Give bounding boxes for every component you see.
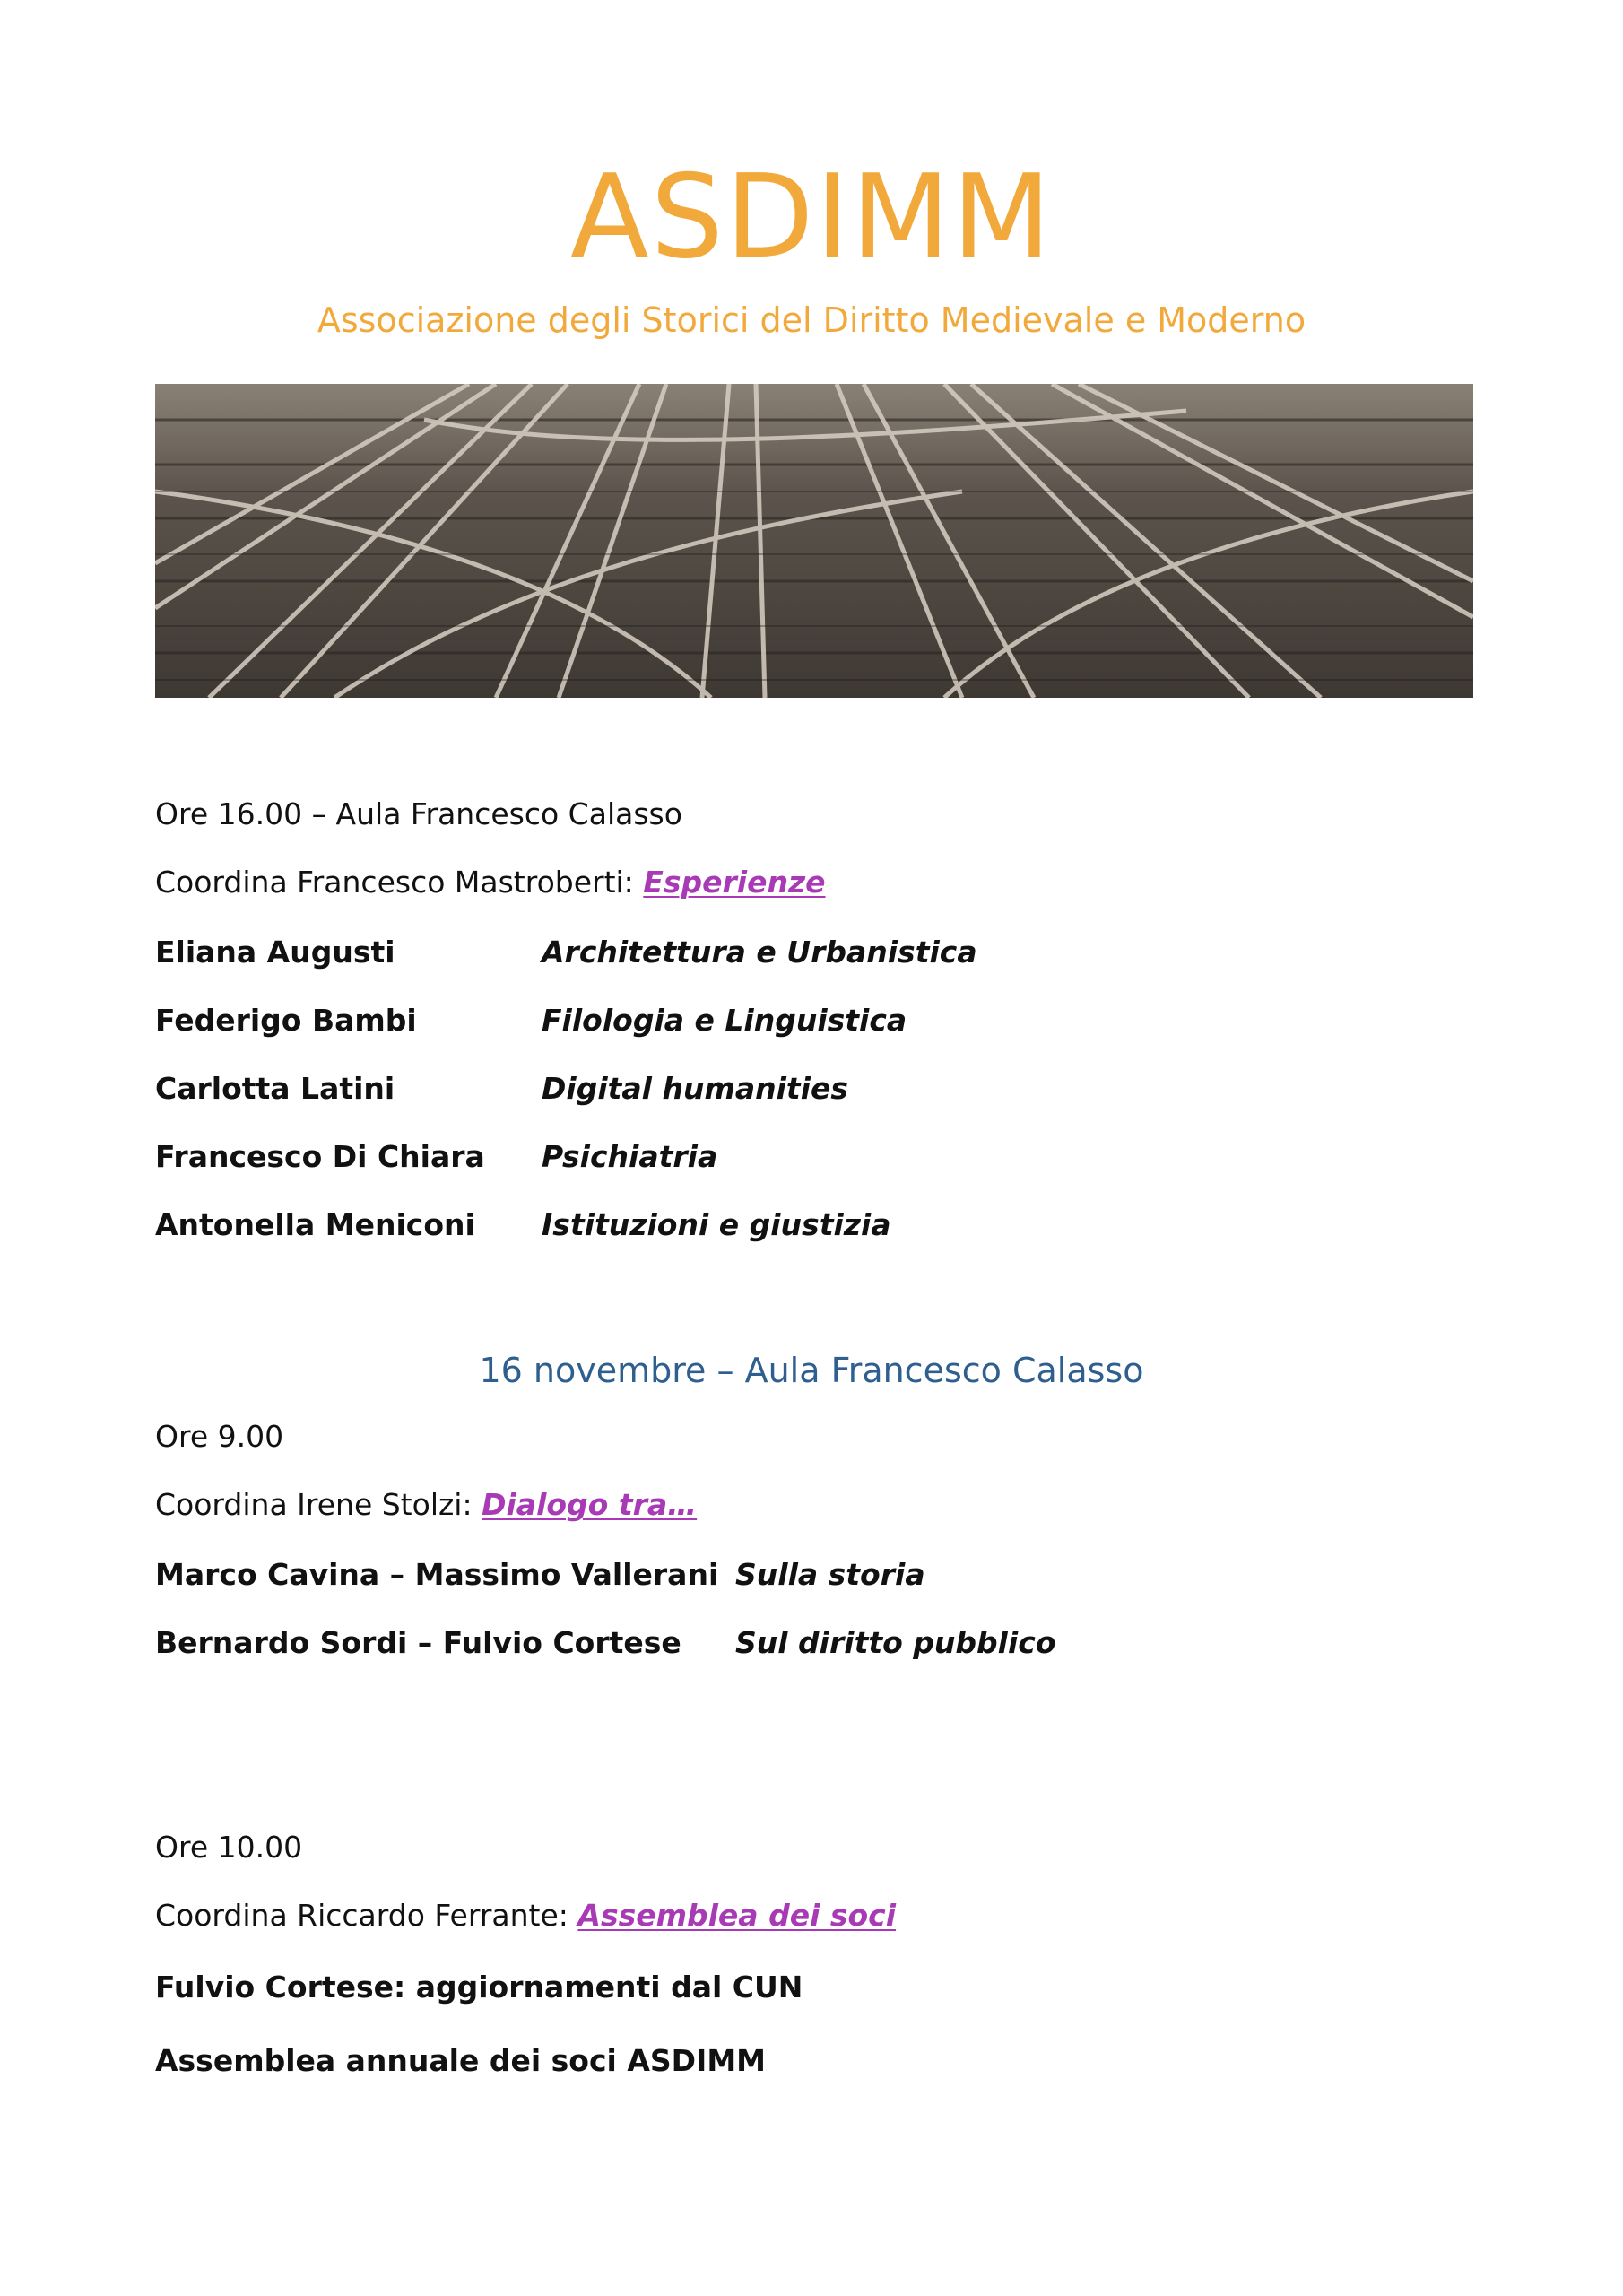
railway-tracks-photo bbox=[155, 384, 1473, 698]
session1-chair bbox=[155, 863, 826, 902]
speaker-topic: Filologia e Linguistica bbox=[542, 1003, 907, 1038]
dialogue-topic: Sul diritto pubblico bbox=[735, 1625, 1056, 1660]
speaker-topic: Digital humanities bbox=[542, 1071, 849, 1106]
session1-chair-topic: Esperienze bbox=[643, 865, 826, 900]
session3-chair bbox=[155, 1896, 896, 1935]
session2-time: Ore 9.00 bbox=[155, 1419, 284, 1454]
speaker-topic: Istituzioni e giustizia bbox=[542, 1207, 891, 1242]
speaker-name: Francesco Di Chiara bbox=[155, 1139, 485, 1174]
session2-chair bbox=[155, 1485, 697, 1525]
day2-date-heading: 16 novembre – Aula Francesco Calasso bbox=[479, 1351, 1144, 1390]
speaker-topic: Architettura e Urbanistica bbox=[542, 935, 977, 970]
speaker-topic: Psichiatria bbox=[542, 1139, 718, 1174]
association-subtitle: Associazione degli Storici del Diritto Medievale e Moderno bbox=[317, 300, 1306, 340]
dialogue-topic: Sulla storia bbox=[735, 1557, 925, 1592]
railway-tracks-illustration bbox=[155, 384, 1473, 698]
session1-chair-prefix: Coordina Francesco Mastroberti: bbox=[155, 865, 644, 900]
speaker-name: Federigo Bambi bbox=[155, 1003, 417, 1038]
session3-item: Assemblea annuale dei soci ASDIMM bbox=[155, 2043, 766, 2078]
speaker-name: Carlotta Latini bbox=[155, 1071, 395, 1106]
dialogue-names: Marco Cavina – Massimo Vallerani bbox=[155, 1557, 719, 1592]
session2-chair-prefix: Coordina Irene Stolzi: bbox=[155, 1487, 482, 1522]
session1-time-place: Ore 16.00 – Aula Francesco Calasso bbox=[155, 796, 682, 831]
session2-chair-topic: Dialogo tra… bbox=[482, 1487, 698, 1522]
session3-time: Ore 10.00 bbox=[155, 1830, 303, 1865]
association-title: ASDIMM bbox=[570, 151, 1053, 284]
session3-item: Fulvio Cortese: aggiornamenti dal CUN bbox=[155, 1970, 803, 2005]
session3-chair-topic: Assemblea dei soci bbox=[577, 1898, 897, 1933]
speaker-name: Eliana Augusti bbox=[155, 935, 395, 970]
dialogue-names: Bernardo Sordi – Fulvio Cortese bbox=[155, 1625, 681, 1660]
speaker-name: Antonella Meniconi bbox=[155, 1207, 475, 1242]
session3-chair-prefix: Coordina Riccardo Ferrante: bbox=[155, 1898, 578, 1933]
